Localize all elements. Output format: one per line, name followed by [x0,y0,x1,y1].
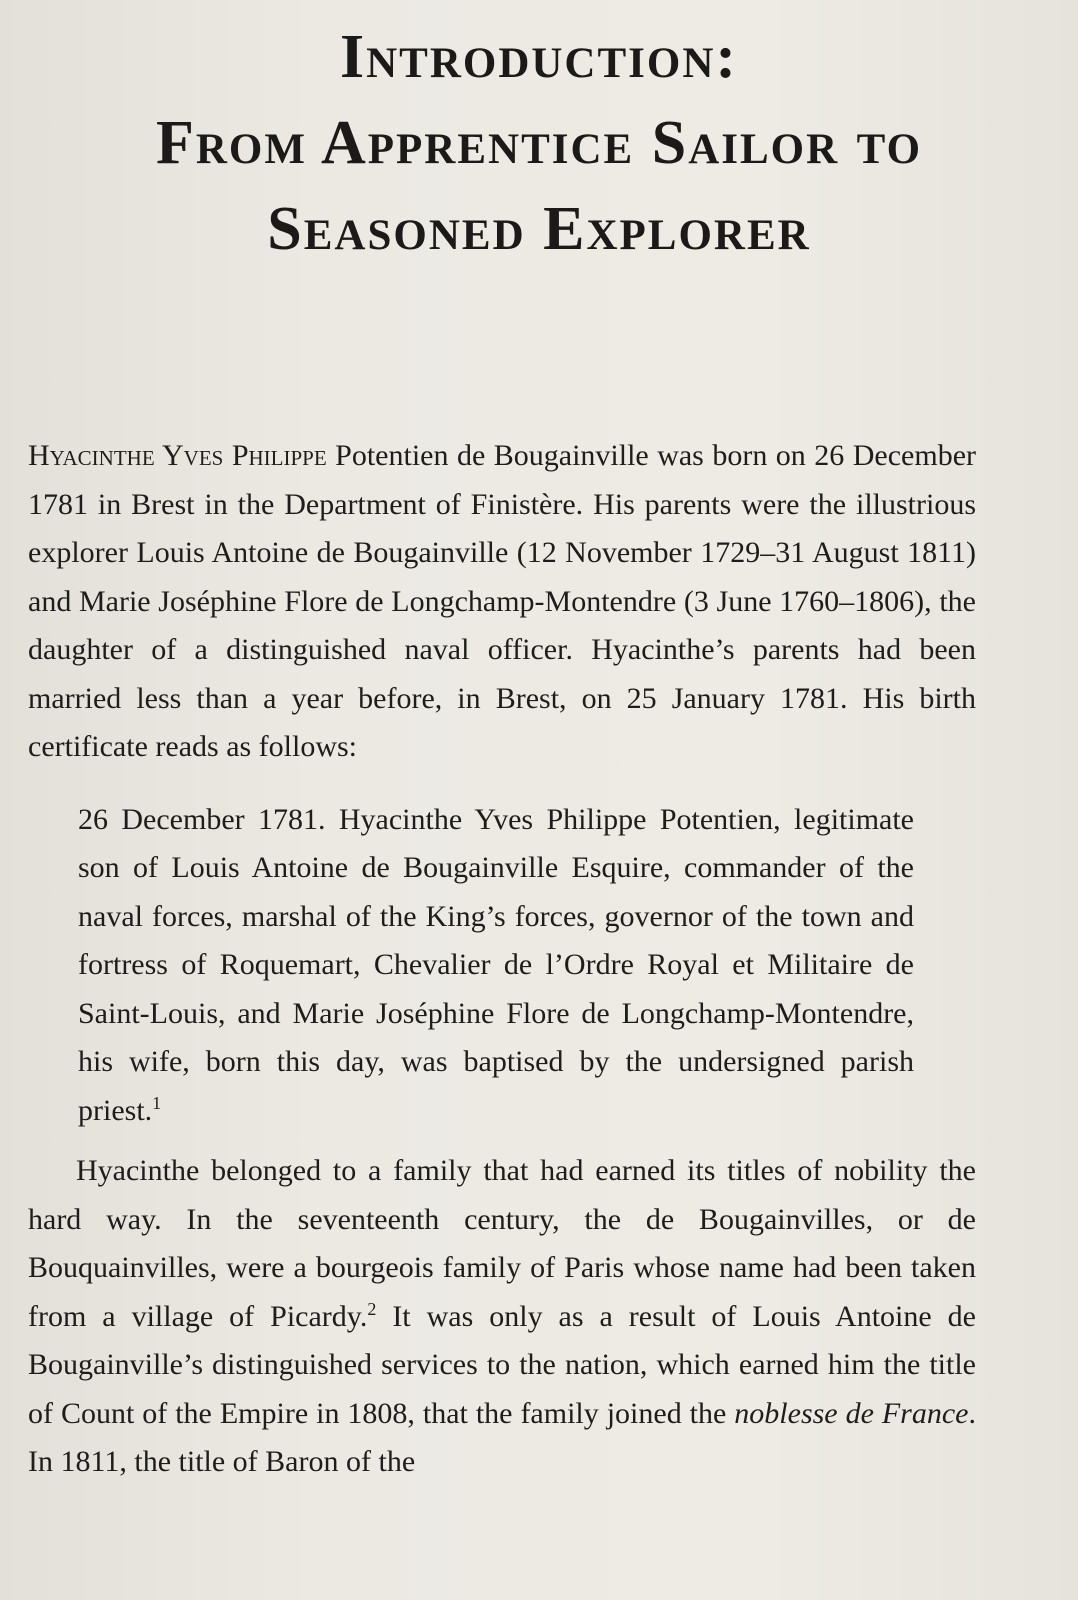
quote-text: 26 December 1781. Hyacinthe Yves Philippe Potentien, legitimate son of Louis Antoine de Bougainville Esquire, commander of the naval forces, marshal of the King’s forces, governor of the town and fortress of Roquemart, Chevalier de l’Ordre Royal et Militaire de Saint-Louis, and Marie Joséphine Flore de Longchamp-Montendre, his wife, born this day, was baptised by the undersigned parish priest. [78,802,914,1127]
italic-phrase: noblesse de France [734,1396,969,1430]
paragraph-family-text-3: . In 1811, the title of Baron of the [28,1396,976,1478]
body-text [28,432,976,1487]
chapter-title [0,14,1078,272]
paragraph-lead-in: Hyacinthe Yves Philippe [28,439,327,472]
paragraph-family-text-2: It was only as a result of Louis Antoine de Bougainville’s distinguished services to the nation, which earned him the title of Count of the Empire in 1808, that the family joined the [28,1299,976,1430]
chapter-title-line-2: From Apprentice Sailor to [155,109,923,177]
paragraph-birth [28,432,976,772]
footnote-marker-1: 1 [152,1092,162,1113]
paragraph-family [28,1147,976,1487]
chapter-title-line-1: Introduction: [339,23,739,91]
chapter-title-line-3: Seasoned Explorer [267,195,811,263]
birth-certificate-quote [78,796,914,1136]
footnote-marker-2: 2 [367,1298,377,1319]
paragraph-family-text-1: Hyacinthe belonged to a family that had earned its titles of nobility the hard way. In the seventeenth century, the de Bougainvilles, or de Bouquainvilles, were a bourgeois family of Paris whose name had been taken from a village of Picardy. [28,1154,976,1333]
paragraph-birth-text: Potentien de Bougainville was born on 26 December 1781 in Brest in the Department of Finistère. His parents were the illustrious explorer Louis Antoine de Bougainville (12 November 1729–31 August 1811) and Marie Joséphine Flore de Longchamp-Montendre (3 June 1760–1806), the daughter of a distinguished naval officer. Hyacinthe’s parents had been married less than a year before, in Brest, on 25 January 1781. His birth certificate reads as follows: [28,439,977,763]
